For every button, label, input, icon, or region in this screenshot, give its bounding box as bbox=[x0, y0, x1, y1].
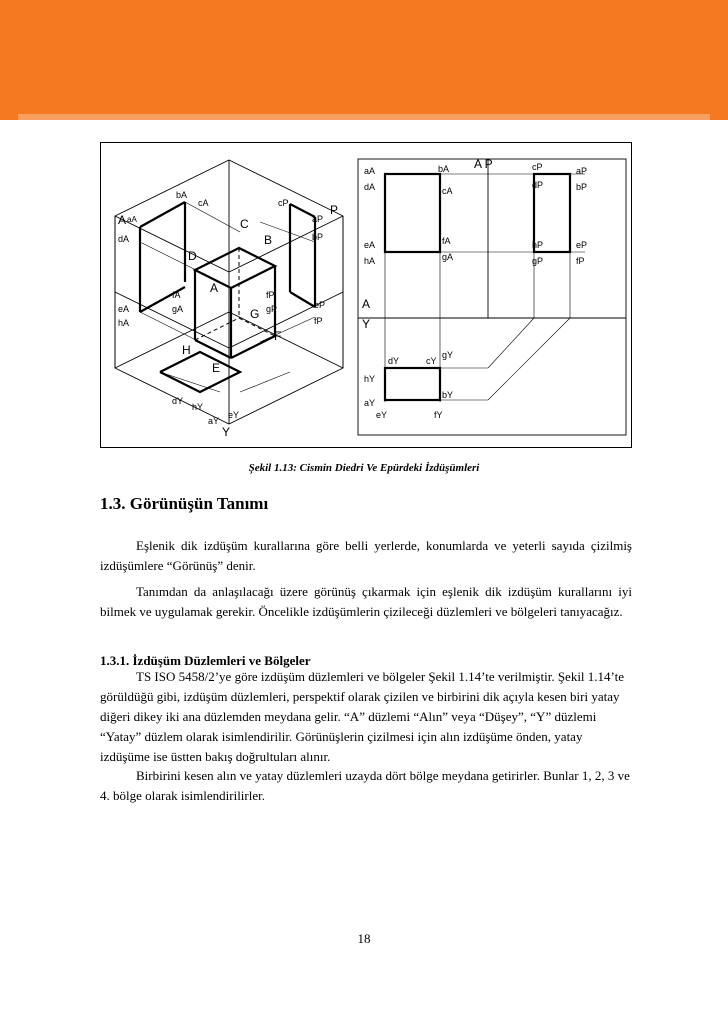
svg-text:eP: eP bbox=[576, 240, 588, 250]
svg-text:aP: aP bbox=[576, 166, 588, 176]
paragraph-1: Eşlenik dik izdüşüm kurallarına göre belli yerlerde, konumlarda ve yeterli sayıda çizilmiş izdüşümlere “Görünüş” denir. bbox=[100, 538, 632, 573]
svg-text:bP: bP bbox=[576, 182, 588, 192]
svg-text:cA: cA bbox=[442, 186, 453, 196]
epur-drawing bbox=[358, 159, 626, 435]
svg-text:G: G bbox=[250, 307, 260, 321]
epur-labels bbox=[362, 157, 587, 420]
svg-text:E: E bbox=[212, 361, 221, 375]
svg-text:Y: Y bbox=[362, 317, 371, 331]
svg-text:fP: fP bbox=[266, 290, 275, 300]
svg-text:hA: hA bbox=[364, 256, 376, 266]
svg-text:gP: gP bbox=[266, 304, 278, 314]
svg-text:fP: fP bbox=[576, 256, 585, 266]
svg-text:fA: fA bbox=[172, 290, 181, 300]
svg-text:fP: fP bbox=[314, 316, 323, 326]
paragraph-4: Birbirini kesen alın ve yatay düzlemleri uzayda dört bölge meydana getirirler. Bunlar 1, 2, 3 ve 4. bölge olarak isimlendirilirler. bbox=[100, 768, 630, 803]
svg-text:aY: aY bbox=[208, 416, 220, 426]
svg-text:B: B bbox=[264, 233, 273, 247]
svg-text:hA: hA bbox=[118, 318, 130, 328]
svg-text:fY: fY bbox=[434, 410, 443, 420]
svg-text:C: C bbox=[240, 217, 249, 231]
cube-hidden-edges bbox=[195, 248, 278, 340]
svg-text:hY: hY bbox=[364, 374, 376, 384]
paragraph-2: Tanımdan da anlaşılacağı üzere görünüş çıkarmak için eşlenik dik izdüşüm kurallarını iyi bilmek ve uygulamak gerekir. Öncelikle izdüşümlerin çizileceği düzlemleri ve bölgeleri tanıyacağız. bbox=[100, 584, 632, 619]
svg-text:aA: aA bbox=[364, 166, 376, 176]
svg-text:dY: dY bbox=[388, 356, 400, 366]
svg-text:dA: dA bbox=[118, 234, 130, 244]
header-accent-strip bbox=[18, 114, 710, 120]
svg-text:bA: bA bbox=[176, 190, 188, 200]
svg-text:gP: gP bbox=[532, 256, 544, 266]
figure-diedri-epur bbox=[100, 142, 632, 448]
subsection-title: 1.3.1. İzdüşüm Düzlemleri ve Bölgeler bbox=[100, 653, 311, 668]
svg-text:eA: eA bbox=[118, 304, 130, 314]
svg-text:fA: fA bbox=[442, 236, 451, 246]
svg-text:hP: hP bbox=[532, 240, 544, 250]
svg-text:cP: cP bbox=[532, 162, 543, 172]
svg-text:cA: cA bbox=[198, 198, 209, 208]
svg-text:H: H bbox=[182, 343, 191, 357]
label-A-plane: A bbox=[118, 213, 127, 227]
epur-projections bbox=[385, 174, 570, 400]
svg-text:bP: bP bbox=[312, 232, 324, 242]
svg-text:dA: dA bbox=[364, 182, 376, 192]
figure-caption: Şekil 1.13: Cismin Diedri Ve Epürdeki İzdüşümleri bbox=[248, 462, 480, 474]
svg-text:cY: cY bbox=[426, 356, 437, 366]
svg-text:Y: Y bbox=[222, 425, 231, 439]
svg-text:dP: dP bbox=[532, 180, 544, 190]
svg-text:eA: eA bbox=[364, 240, 376, 250]
svg-text:bA: bA bbox=[438, 164, 450, 174]
svg-text:A: A bbox=[362, 297, 371, 311]
header-bar bbox=[0, 0, 728, 120]
svg-text:cP: cP bbox=[278, 198, 289, 208]
svg-text:A: A bbox=[210, 281, 219, 295]
isometric-drawing bbox=[115, 160, 343, 424]
svg-text:hY: hY bbox=[192, 402, 204, 412]
svg-text:aY: aY bbox=[364, 398, 376, 408]
section-title: 1.3. Görünüşün Tanımı bbox=[100, 494, 269, 513]
svg-text:aP: aP bbox=[312, 214, 324, 224]
svg-text:gA: gA bbox=[172, 304, 184, 314]
svg-text:gA: gA bbox=[442, 252, 454, 262]
paragraph-3: TS ISO 5458/2’ye göre izdüşüm düzlemleri ve bölgeler Şekil 1.14’te verilmiştir. Şekil 1.14’te görüldüğü gibi, izdüşüm düzlemleri, perspektif olarak çizilen ve birbirini dik açıyla kesen biri yatay diğeri dikey iki ana düzlemden meydana gelir. “A” düzlemi “Alın” veya “Düşey”, “Y” düzlemi “Yatay” düzlem olarak isimlendirilir. Görünüşlerin çizilmesi için alın izdüşüme önden, yatay izdüşüme ise üstten bakış doğrultuları alınır. bbox=[100, 669, 625, 764]
figure-drawing bbox=[100, 142, 632, 448]
svg-text:gY: gY bbox=[442, 350, 454, 360]
isometric-labels bbox=[118, 190, 338, 439]
isometric-projections bbox=[140, 202, 315, 392]
svg-text:A P: A P bbox=[474, 157, 493, 171]
svg-text:F: F bbox=[274, 329, 282, 343]
svg-text:dY: dY bbox=[172, 396, 184, 406]
page-number: 18 bbox=[357, 931, 371, 946]
svg-text:P: P bbox=[330, 203, 339, 217]
svg-text:eP: eP bbox=[314, 300, 326, 310]
svg-text:D: D bbox=[188, 249, 197, 263]
svg-text:aA: aA bbox=[127, 215, 137, 224]
svg-text:eY: eY bbox=[228, 410, 240, 420]
svg-text:eY: eY bbox=[376, 410, 388, 420]
svg-text:bY: bY bbox=[442, 390, 454, 400]
